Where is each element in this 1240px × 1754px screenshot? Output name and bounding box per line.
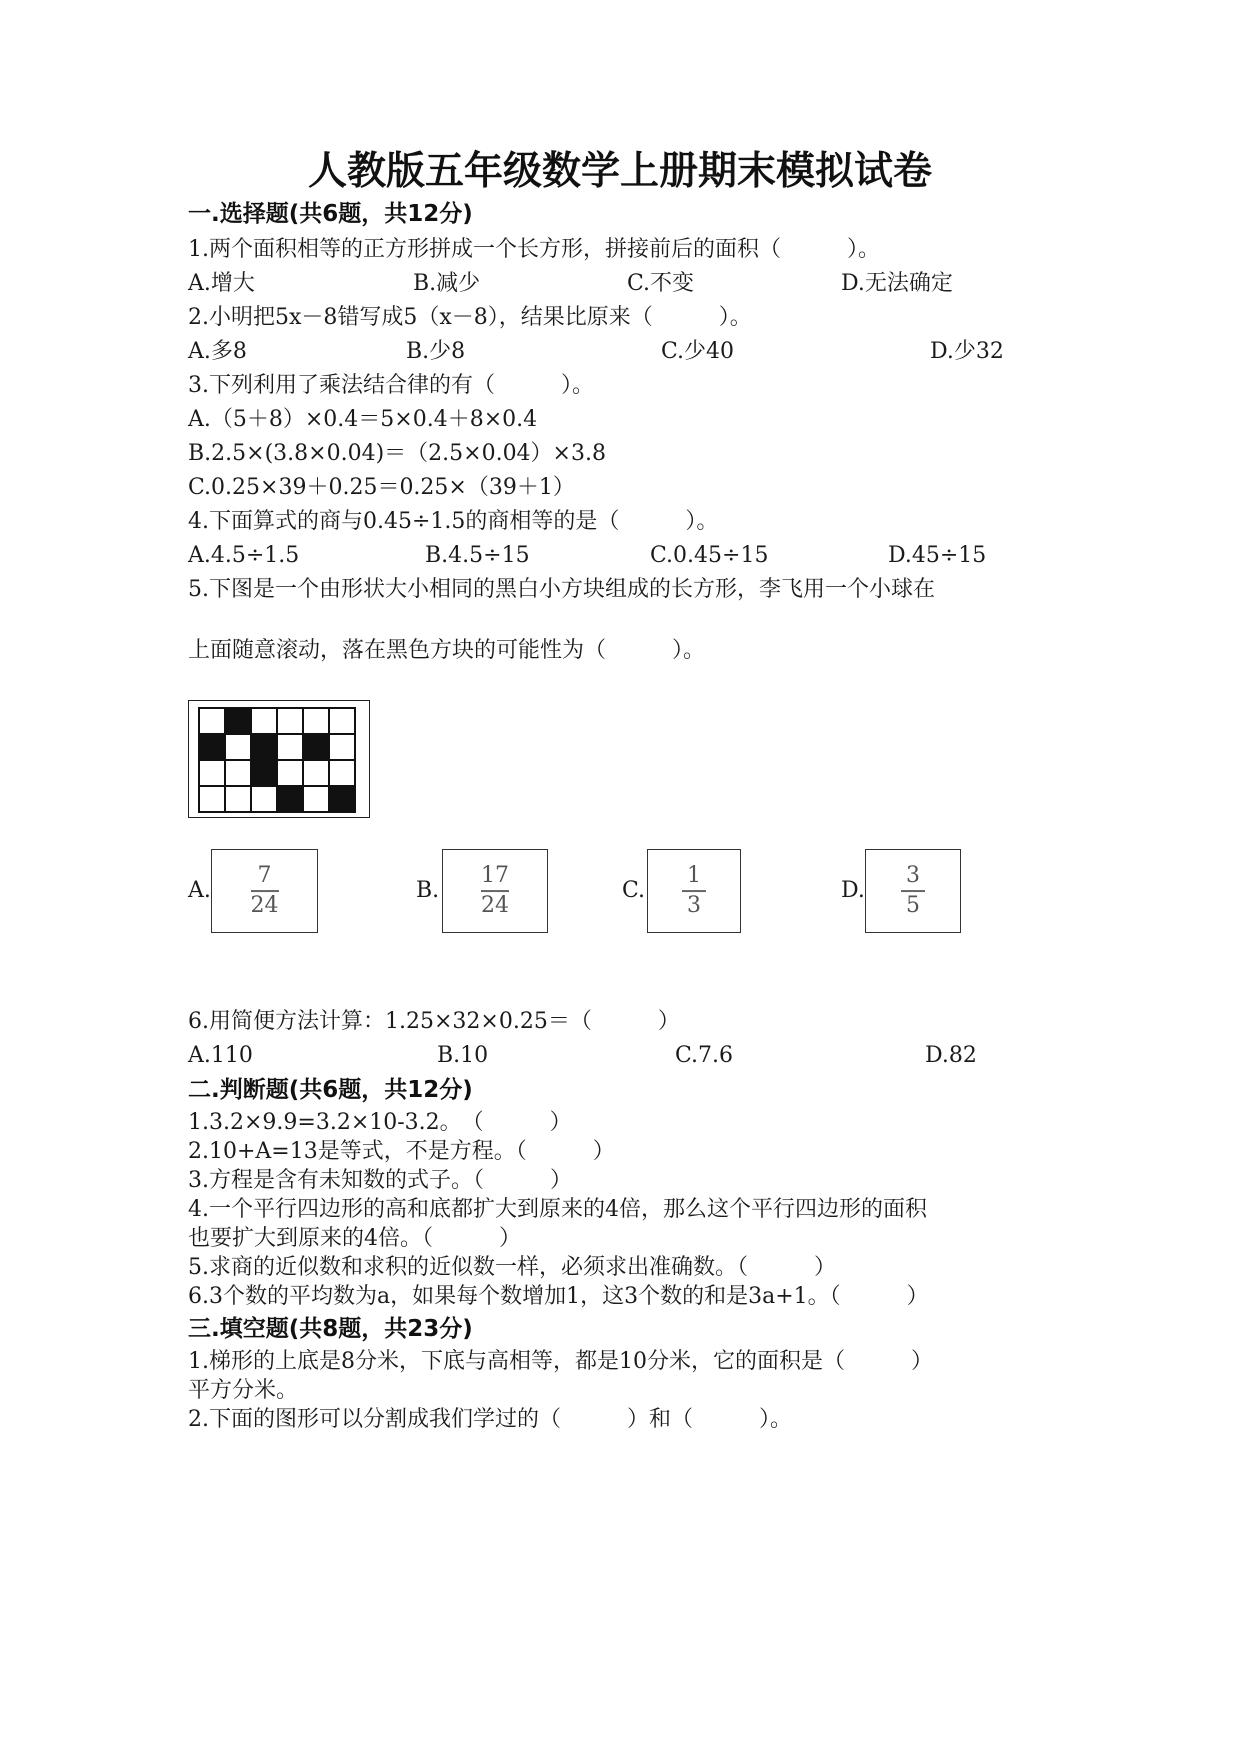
question-3: 3.下列利用了乘法结合律的有（ ）。: [188, 373, 594, 398]
fill-item-1-line-2: 平方分米。: [188, 1378, 299, 1403]
black-white-grid-figure: [188, 700, 370, 818]
q4-option-d: D.45÷15: [888, 543, 987, 568]
grid-cell-white: [226, 787, 252, 813]
q2-option-c: C.少40: [661, 339, 735, 364]
fraction-denominator: 24: [481, 892, 509, 918]
grid-cell-white: [278, 709, 304, 735]
q5-option-c-box: [647, 849, 741, 933]
question-5-line-2: 上面随意滚动，落在黑色方块的可能性为（ ）。: [188, 638, 706, 663]
grid-cell-white: [252, 709, 278, 735]
grid-cell-white: [252, 787, 278, 813]
q3-option-a: A.（5＋8）×0.4＝5×0.4＋8×0.4: [188, 407, 538, 432]
grid-cell-white: [278, 735, 304, 761]
q1-option-c: C.不变: [627, 271, 695, 296]
q4-option-a: A.4.5÷1.5: [188, 543, 300, 568]
grid-cell-white: [200, 761, 226, 787]
fraction-numerator: 7: [257, 863, 272, 889]
judge-item-2: 2.10+A=13是等式，不是方程。（ ）: [188, 1139, 615, 1164]
judge-item-3: 3.方程是含有未知数的式子。（ ）: [188, 1168, 572, 1193]
grid-cell-black: [278, 787, 304, 813]
q1-option-d: D.无法确定: [841, 271, 953, 296]
q6-option-d: D.82: [925, 1043, 977, 1068]
fraction-bar: [682, 890, 706, 892]
fraction-denominator: 5: [906, 892, 920, 918]
q6-option-a: A.110: [188, 1043, 253, 1068]
judge-item-4-line-1: 4.一个平行四边形的高和底都扩大到原来的4倍，那么这个平行四边形的面积: [188, 1197, 927, 1222]
section-heading-judge: 二.判断题(共6题，共12分): [188, 1077, 473, 1103]
fraction-numerator: 3: [906, 863, 920, 889]
page-title: 人教版五年级数学上册期末模拟试卷: [307, 149, 932, 194]
q5-option-d-fraction: [901, 864, 925, 918]
q6-option-b: B.10: [437, 1043, 489, 1068]
q2-option-a: A.多8: [188, 339, 247, 364]
judge-item-5: 5.求商的近似数和求积的近似数一样，必须求出准确数。（ ）: [188, 1255, 836, 1280]
question-4: 4.下面算式的商与0.45÷1.5的商相等的是（ ）。: [188, 509, 719, 534]
fraction-numerator: 17: [481, 863, 509, 889]
grid-cell-white: [304, 787, 330, 813]
q5-option-d-letter: D.: [841, 878, 865, 903]
black-white-grid: [198, 707, 356, 813]
question-5-line-1: 5.下图是一个由形状大小相同的黑白小方块组成的长方形，李飞用一个小球在: [188, 577, 935, 602]
q4-option-b: B.4.5÷15: [425, 543, 530, 568]
grid-cell-white: [304, 709, 330, 735]
fraction-bar: [901, 890, 925, 892]
q5-option-c-letter: C.: [622, 878, 646, 903]
grid-cell-black: [252, 761, 278, 787]
q5-option-a-fraction: [251, 864, 279, 918]
grid-cell-white: [304, 761, 330, 787]
grid-cell-black: [304, 735, 330, 761]
grid-cell-black: [200, 735, 226, 761]
grid-cell-white: [200, 709, 226, 735]
fraction-denominator: 3: [687, 892, 701, 918]
fraction-numerator: 1: [687, 863, 701, 889]
q5-option-b-fraction: [481, 864, 509, 918]
section-heading-fill: 三.填空题(共8题，共23分): [188, 1316, 473, 1342]
fraction-bar: [251, 890, 279, 892]
grid-cell-black: [330, 787, 356, 813]
question-1: 1.两个面积相等的正方形拼成一个长方形，拼接前后的面积（ ）。: [188, 237, 880, 262]
q5-option-b-letter: B.: [416, 878, 440, 903]
grid-cell-white: [330, 761, 356, 787]
q6-option-c: C.7.6: [675, 1043, 734, 1068]
q2-option-d: D.少32: [930, 339, 1004, 364]
judge-item-4-line-2: 也要扩大到原来的4倍。（ ）: [188, 1226, 521, 1251]
q2-option-b: B.少8: [406, 339, 466, 364]
q1-option-a: A.增大: [188, 271, 255, 296]
q5-option-d-box: [865, 849, 961, 933]
q1-option-b: B.减少: [413, 271, 481, 296]
question-6: 6.用简便方法计算：1.25×32×0.25＝（ ）: [188, 1009, 680, 1034]
q5-option-b-box: [442, 849, 548, 933]
q4-option-c: C.0.45÷15: [650, 543, 769, 568]
grid-cell-white: [200, 787, 226, 813]
fraction-bar: [481, 890, 509, 892]
q3-option-b: B.2.5×(3.8×0.04)＝（2.5×0.04）×3.8: [188, 441, 606, 466]
grid-cell-black: [252, 735, 278, 761]
grid-cell-black: [226, 709, 252, 735]
section-heading-choice: 一.选择题(共6题，共12分): [188, 201, 473, 227]
grid-cell-white: [226, 735, 252, 761]
grid-cell-white: [278, 761, 304, 787]
grid-cell-white: [330, 709, 356, 735]
grid-cell-white: [330, 735, 356, 761]
fill-item-1-line-1: 1.梯形的上底是8分米，下底与高相等，都是10分米，它的面积是（ ）: [188, 1349, 933, 1374]
judge-item-1: 1.3.2×9.9=3.2×10-3.2。 （ ）: [188, 1110, 572, 1135]
judge-item-6: 6.3个数的平均数为a，如果每个数增加1，这3个数的和是3a+1。（ ）: [188, 1284, 929, 1309]
q3-option-c: C.0.25×39＋0.25＝0.25×（39＋1）: [188, 475, 575, 500]
grid-cell-white: [226, 761, 252, 787]
fill-item-2: 2.下面的图形可以分割成我们学过的（ ）和（ ）。: [188, 1407, 792, 1432]
q5-option-a-letter: A.: [188, 878, 211, 903]
q5-option-c-fraction: [682, 864, 706, 918]
question-2: 2.小明把5x－8错写成5（x－8），结果比原来（ ）。: [188, 305, 752, 330]
q5-option-a-box: [211, 849, 318, 933]
fraction-denominator: 24: [250, 892, 279, 918]
